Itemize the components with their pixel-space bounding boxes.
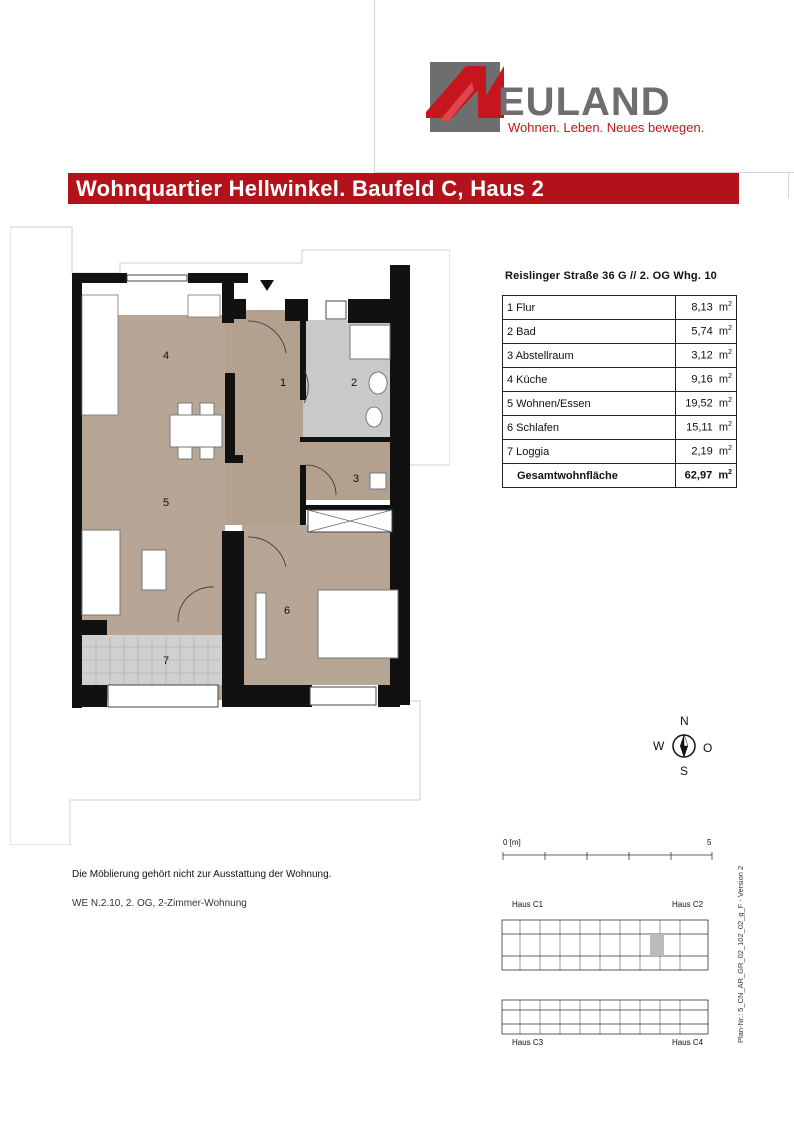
entrance-arrow-icon [260, 280, 274, 291]
keyplan-label-c1: Haus C1 [512, 900, 544, 909]
floor-storage [303, 440, 395, 500]
highlighted-unit [650, 934, 664, 956]
chair [200, 403, 214, 415]
page-title: Wohnquartier Hellwinkel. Baufeld C, Haus 2 [76, 176, 545, 201]
area-table [502, 295, 737, 488]
compass-east: O [703, 741, 713, 755]
wardrobe [256, 593, 266, 659]
room-label-2: 2 [351, 377, 358, 389]
washer [370, 473, 386, 489]
table-row: 6 Schlafen 15,11 $m^2$ [503, 416, 737, 440]
sink [369, 372, 387, 394]
compass-south: S [680, 764, 689, 778]
room-label-1: 1 [280, 377, 287, 389]
shower [350, 325, 390, 359]
chair [178, 447, 192, 459]
keyplan-label-c2: Haus C2 [672, 900, 704, 909]
room-label-7: 7 [163, 655, 170, 667]
unit-info: WE N.2.10, 2. OG, 2-Zimmer-Wohnung [72, 898, 247, 909]
frame-line [788, 172, 789, 198]
table-row: 4 Küche 9,16 $m^2$ [503, 368, 737, 392]
room-label-5: 5 [163, 497, 170, 509]
floor-hall [225, 310, 305, 525]
coffee-table [142, 550, 166, 590]
sofa [82, 530, 120, 615]
table-row: 3 Abstellraum 3,12 $m^2$ [503, 344, 737, 368]
brand-name: EULAND [498, 80, 671, 124]
frame-line [374, 0, 375, 172]
room-label-6: 6 [284, 605, 291, 617]
brand-tagline: Wohnen. Leben. Neues bewegen. [508, 120, 705, 135]
stove [188, 295, 220, 317]
floor-plan [10, 225, 450, 845]
room-label-3: 3 [353, 473, 360, 485]
furniture-note: Die Möblierung gehört nicht zur Ausstattung der Wohnung. [72, 869, 332, 880]
scale-end: 5 [707, 838, 712, 847]
address-heading: Reislinger Straße 36 G // 2. OG Whg. 10 [505, 270, 717, 282]
compass-west: W [653, 739, 665, 753]
keyplan-label-c3: Haus C3 [512, 1038, 544, 1047]
bed [318, 590, 398, 658]
table-row: 2 Bad 5,74 $m^2$ [503, 320, 737, 344]
table-total-row: Gesamtwohnfläche 62,97 $m^2$ [503, 464, 737, 488]
table-row: 1 Flur 8,13 $m^2$ [503, 296, 737, 320]
table-row: 5 Wohnen/Essen 19,52 $m^2$ [503, 392, 737, 416]
scale-bar [502, 850, 714, 864]
keyplan-label-c4: Haus C4 [672, 1038, 704, 1047]
toilet [366, 407, 382, 427]
scale-start: 0 [m] [503, 838, 521, 847]
table-row: 7 Loggia 2,19 $m^2$ [503, 440, 737, 464]
kitchen-counter [82, 295, 118, 415]
room-label-4: 4 [163, 350, 170, 362]
dining-table [170, 415, 222, 447]
compass-north: N [680, 714, 689, 728]
chair [178, 403, 192, 415]
plan-number: Plan-Nr.: 5_CN_AR_GR_02_102_02_g_F - Version 2 [736, 865, 745, 1043]
key-plan [500, 912, 712, 1042]
chair [200, 447, 214, 459]
